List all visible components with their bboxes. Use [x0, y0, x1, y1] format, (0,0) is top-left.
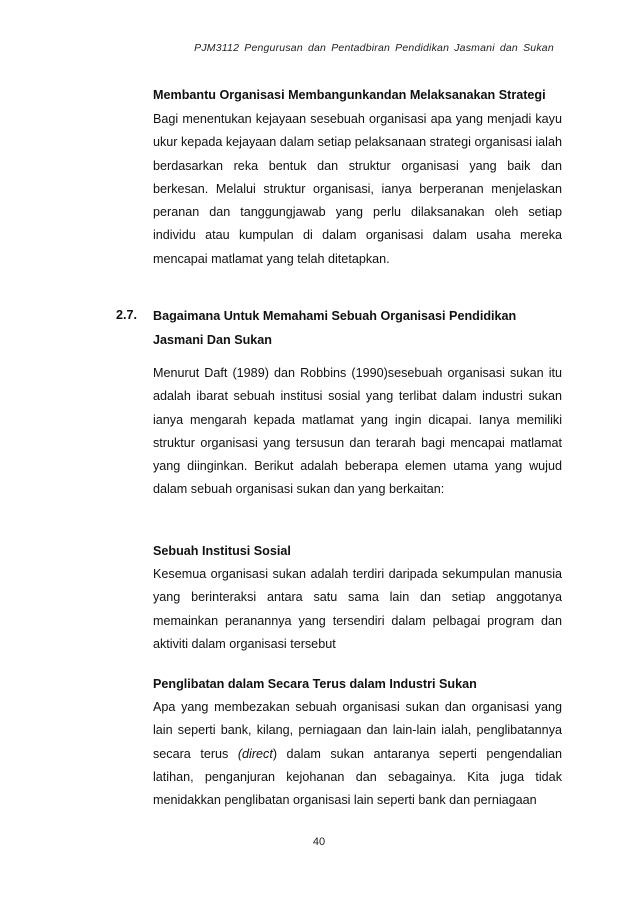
intro-paragraph: Bagi menentukan kejayaan sesebuah organisasi apa yang menjadi kayu ukur kepada kejayaan dalam setiap pelaksanaan strategi organisasi ialah berdasarkan reka bentuk dan struktur organisasi yang baik dan berkesan. Melalui struktur organisasi, ianya berperanan menjelaskan peranan dan tanggungjawab yang perlu dilaksanakan oleh setiap individu atau kumpulan di dalam organisasi dalam usaha mereka mencapai matlamat yang telah ditetapkan.	[153, 112, 562, 266]
intro-block	[153, 84, 562, 271]
header-title: PJM3112 Pengurusan dan Pentadbiran Pendidikan Jasmani dan Sukan	[194, 42, 554, 54]
penglibatan-italic: (direct	[237, 746, 273, 761]
section-title: Bagaimana Untuk Memahami Sebuah Organisasi Pendidikan Jasmani Dan Sukan	[153, 309, 517, 347]
section-body-block	[153, 362, 562, 502]
page-header	[0, 42, 638, 54]
page-number: 40	[312, 836, 326, 848]
penglibatan-block	[153, 673, 562, 812]
institusi-heading: Sebuah Institusi Sosial	[153, 544, 291, 558]
penglibatan-heading: Penglibatan dalam Secara Terus dalam Industri Sukan	[153, 677, 477, 691]
intro-heading: Membantu Organisasi Membangunkandan Melaksanakan Strategi	[153, 88, 546, 102]
section-number: 2.7.	[116, 308, 138, 322]
institusi-block	[153, 540, 562, 656]
penglibatan-text-1: Apa yang membezakan sebuah organisasi sukan dan organisasi yang lain seperti bank, kilang, perniagaan dan lain-lain ialah, penglibatannya secara terus	[153, 700, 562, 761]
section-paragraph: Menurut Daft (1989) dan Robbins (1990)sesebuah organisasi sukan itu adalah ibarat sebuah institusi sosial yang terlibat dalam industri sukan ianya mengarah kepada matlamat yang ingin dicapai. Ianya memiliki struktur organisasi yang tersusun dan terarah bagi mencapai matlamat yang diinginkan. Berikut adalah beberapa elemen utama yang wujud dalam sebuah organisasi sukan dan yang berkaitan:	[153, 366, 562, 497]
penglibatan-text-2: ) dalam sukan antaranya seperti pengendalian latihan, penganjuran kejohanan dan sebagainya. Kita juga tidak menidakkan penglibatan organisasi lain seperti bank dan perniagaan	[153, 746, 563, 808]
penglibatan-paragraph	[153, 696, 562, 812]
institusi-paragraph: Kesemua organisasi sukan adalah terdiri daripada sekumpulan manusia yang berinteraksi antara satu sama lain dan setiap anggotanya memainkan peranannya yang tersendiri dalam pelbagai program dan aktiviti dalam organisasi tersebut	[153, 567, 562, 651]
